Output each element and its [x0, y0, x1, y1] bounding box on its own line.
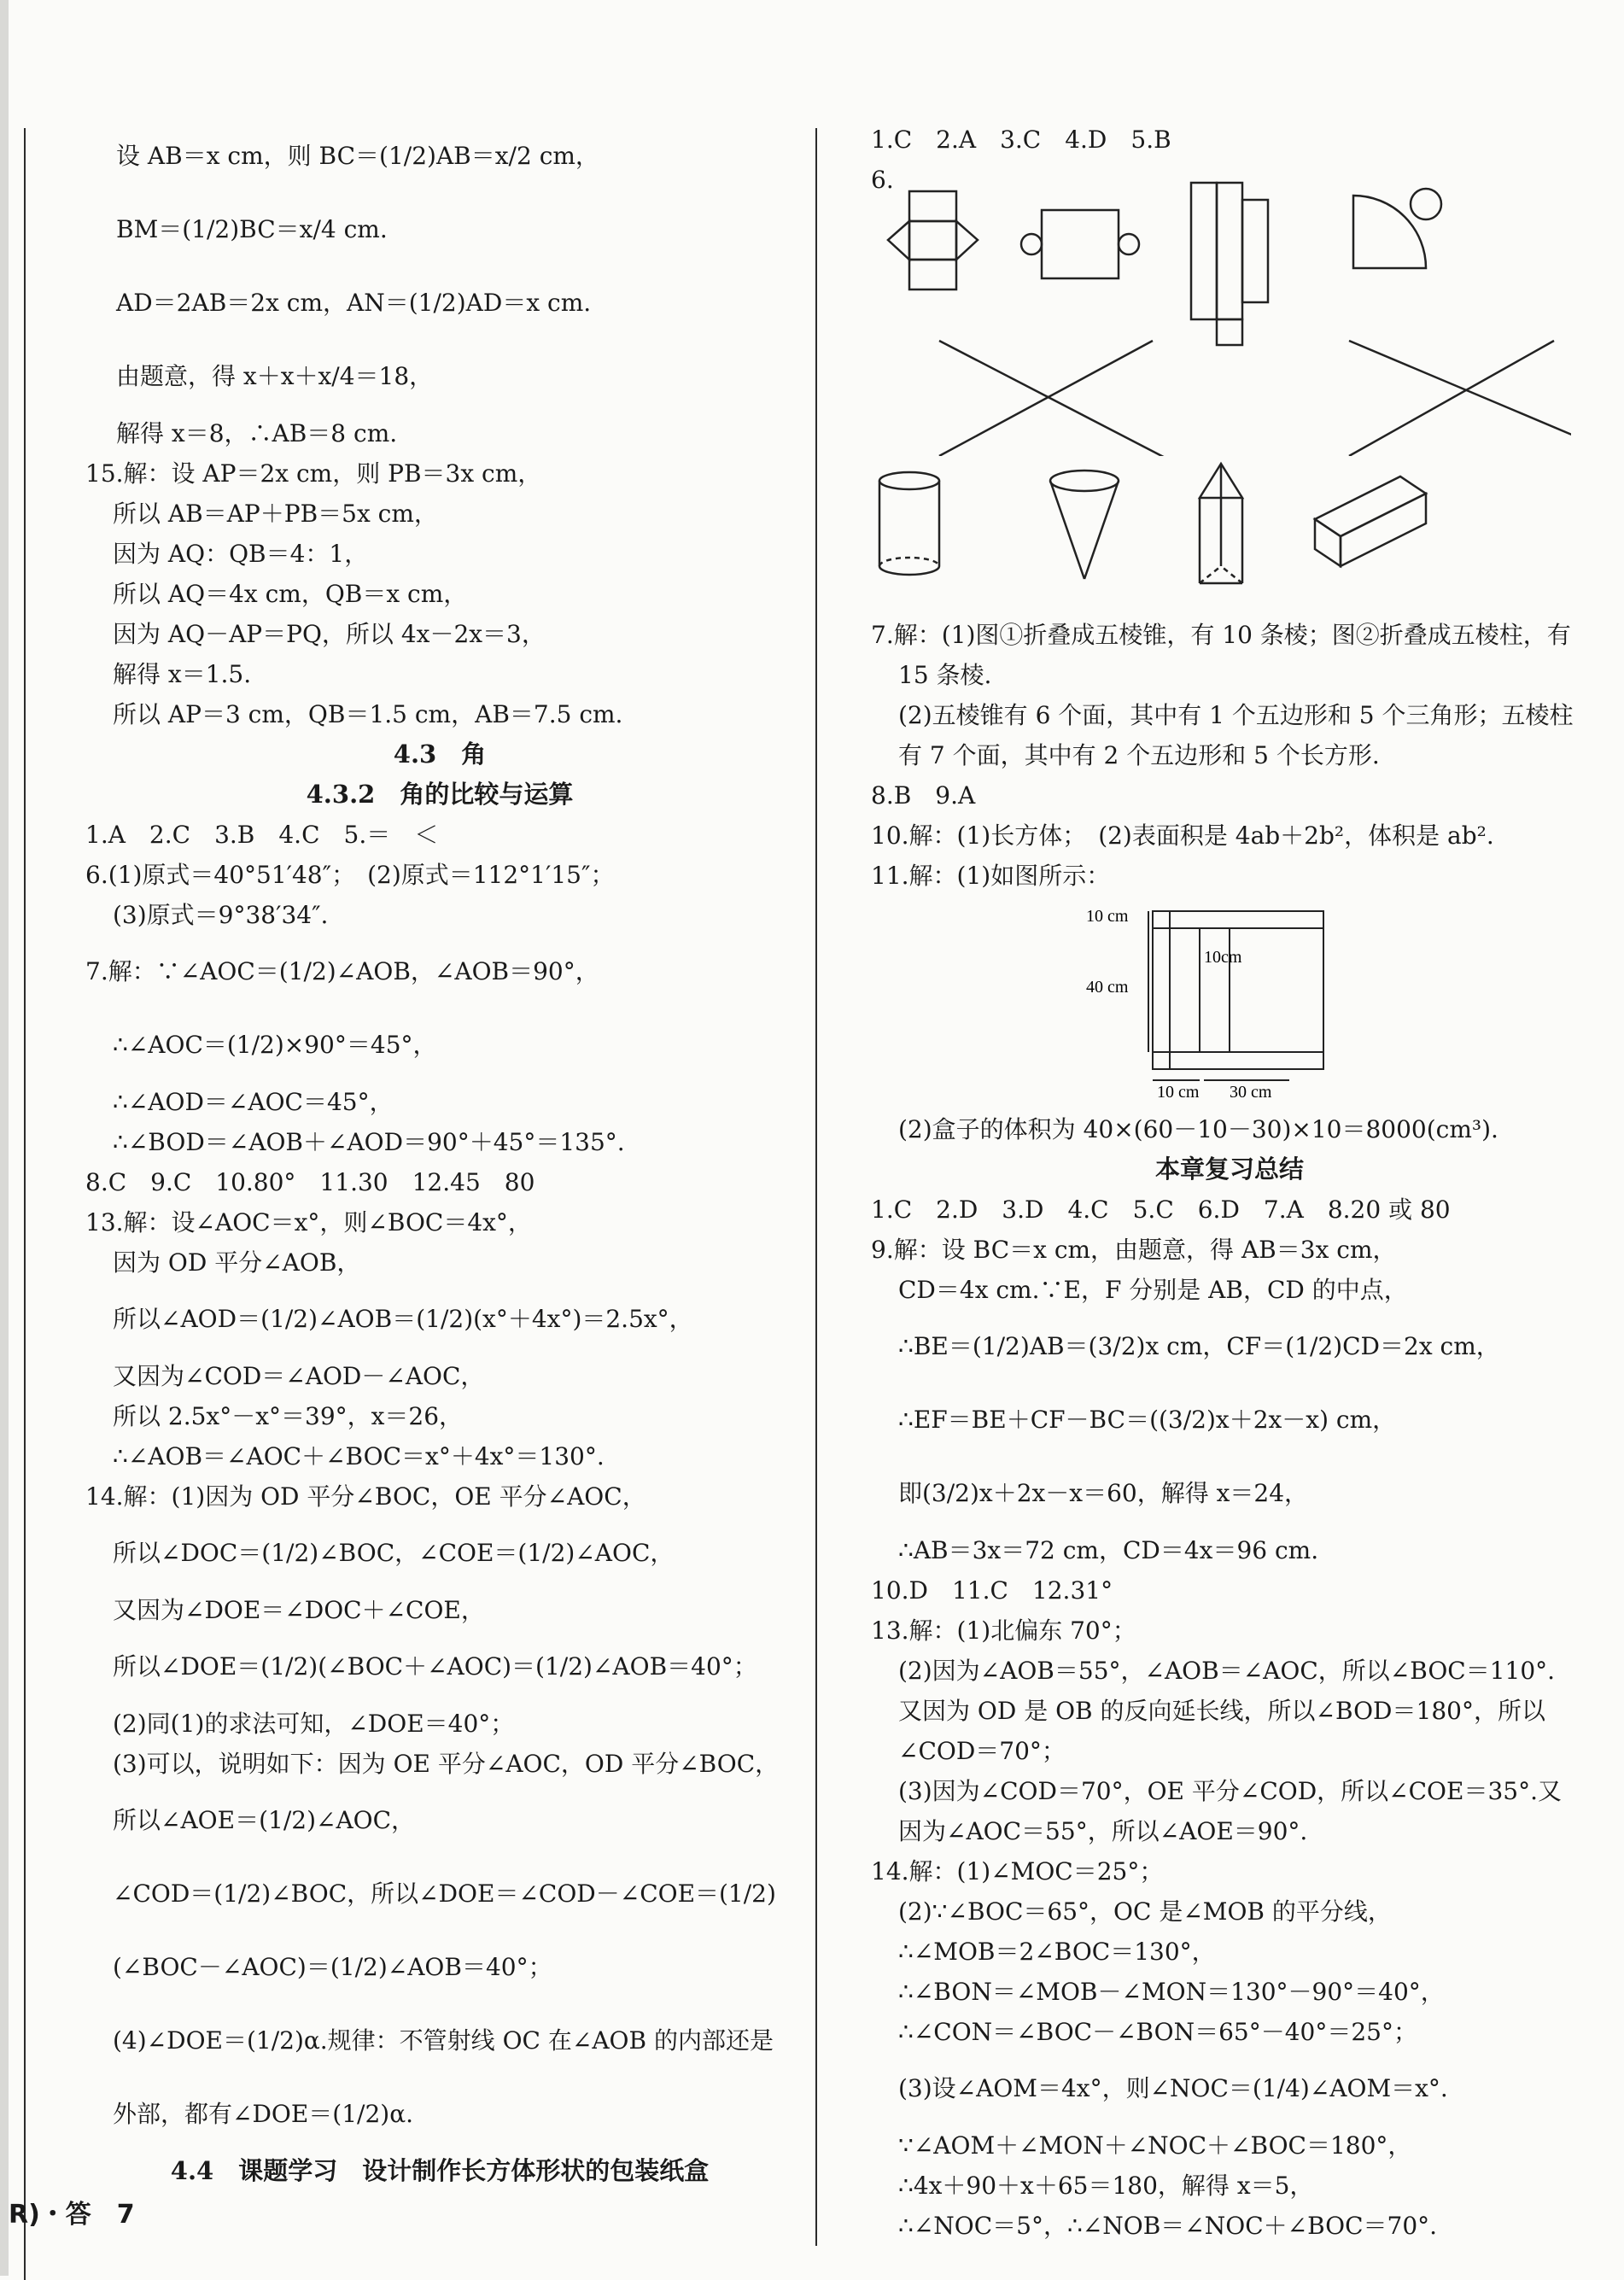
dim-label-bottom-right: 30 cm: [1230, 1083, 1272, 1099]
text-line: 所以 AP＝3 cm，QB＝1.5 cm，AB＝7.5 cm.: [113, 700, 623, 728]
text-line: 4.4 课题学习 设计制作长方体形状的包装纸盒: [170, 2156, 710, 2185]
text-line: ∴∠NOC＝5°，∴∠NOB＝∠NOC＋∠BOC＝70°.: [898, 2212, 1438, 2240]
text-line: 13.解：(1)北偏东 70°；: [871, 1616, 1136, 1645]
solid-cylinder: [879, 472, 939, 575]
text-line: ∴BE＝(1/2)AB＝(3/2)x cm，CF＝(1/2)CD＝2x cm，: [898, 1332, 1500, 1360]
text-line: (2)盒子的体积为 40×(60－10－30)×10＝8000(cm³).: [898, 1115, 1498, 1143]
match-line: [1349, 341, 1571, 456]
text-line: 本章复习总结: [1154, 1155, 1304, 1184]
text-line: (2)五棱锥有 6 个面，其中有 1 个五边形和 5 个三角形；五棱柱: [898, 701, 1574, 729]
text-line: 所以 AB＝AP＋PB＝5x cm，: [113, 500, 438, 528]
text-line: (3)因为∠COD＝70°，OE 平分∠COD，所以∠COE＝35°.又: [898, 1777, 1562, 1805]
text-line: 所以∠AOD＝(1/2)∠AOB＝(1/2)(x°＋4x°)＝2.5x°，: [113, 1305, 693, 1333]
text-line: (3)可以，说明如下：因为 OE 平分∠AOC，OD 平分∠BOC，: [113, 1750, 780, 1778]
text-line: ∴∠CON＝∠BOC－∠BON＝65°－40°＝25°；: [898, 2018, 1417, 2046]
box-net-svg: [1084, 903, 1341, 1099]
text-line: 因为 AQ：QB＝4：1，: [113, 540, 369, 568]
right-column: [871, 120, 1588, 2246]
text-line: 1.C 2.D 3.D 4.C 5.C 6.D 7.A 8.20 或 80: [871, 1196, 1451, 1224]
text-line: 又因为∠COD＝∠AOD－∠AOC，: [113, 1362, 485, 1390]
text-line: 4.3 角: [393, 740, 487, 769]
right-bottom-lines: [871, 1109, 1588, 2246]
solid-cone: [1050, 471, 1119, 579]
solid-triangular-prism: [1200, 464, 1242, 583]
nets-solids-figure: [871, 174, 1588, 608]
text-line: ∴EF＝BE＋CF－BC＝((3/2)x＋2x－x) cm，: [898, 1406, 1397, 1434]
text-line: 6.: [871, 166, 894, 194]
dim-label-top: 10 cm: [1086, 907, 1129, 926]
text-line: 8.C 9.C 10.80° 11.30 12.45 80: [85, 1168, 535, 1196]
page-footer: R)・答 7: [9, 2200, 135, 2230]
text-line: (2)∵∠BOC＝65°，OC 是∠MOB 的平分线，: [898, 1897, 1392, 1926]
text-line: ∴∠BON＝∠MOB－∠MON＝130°－90°＝40°，: [898, 1978, 1445, 2006]
text-line: ∠COD＝70°；: [898, 1737, 1066, 1765]
text-line: ∴∠BOD＝∠AOB＋∠AOD＝90°＋45°＝135°.: [113, 1128, 625, 1156]
text-line: 解得 x＝1.5.: [113, 660, 252, 688]
net-cone: [1353, 189, 1441, 268]
text-line: 10.解：(1)长方体； (2)表面积是 4ab＋2b²，体积是 ab².: [871, 821, 1494, 850]
text-line: ∵∠AOM＋∠MON＋∠NOC＋∠BOC＝180°，: [898, 2131, 1412, 2160]
column-divider: [815, 128, 817, 2246]
text-line: 所以∠DOE＝(1/2)(∠BOC＋∠AOC)＝(1/2)∠AOB＝40°；: [113, 1652, 757, 1681]
text-line: ∴∠MOB＝2∠BOC＝130°，: [898, 1938, 1216, 1966]
left-column: [85, 120, 794, 2191]
text-line: ∴∠AOD＝∠AOC＝45°，: [113, 1088, 394, 1116]
net-cuboid: [1191, 183, 1268, 345]
text-line: ∴∠AOB＝∠AOC＋∠BOC＝x°＋4x°＝130°.: [113, 1442, 605, 1470]
dim-label-mid: 40 cm: [1086, 978, 1129, 997]
match-line: [1349, 341, 1554, 456]
text-line: 解得 x＝8，∴AB＝8 cm.: [116, 419, 398, 447]
text-line: (4)∠DOE＝(1/2)α.规律：不管射线 OC 在∠AOB 的内部还是: [113, 2026, 774, 2055]
text-line: 10.D 11.C 12.31°: [871, 1576, 1113, 1605]
text-line: 因为∠AOC＝55°，所以∠AOE＝90°.: [898, 1817, 1308, 1845]
text-line: 15.解：设 AP＝2x cm，则 PB＝3x cm，: [85, 459, 542, 488]
text-line: 又因为 OD 是 OB 的反向延长线，所以∠BOD＝180°，所以: [898, 1697, 1545, 1725]
text-line: 13.解：设∠AOC＝x°，则∠BOC＝4x°，: [85, 1208, 532, 1236]
text-line: 6.(1)原式＝40°51′48″； (2)原式＝112°1′15″；: [85, 861, 615, 889]
text-line: 11.解：(1)如图所示：: [871, 862, 1111, 890]
right-mid-lines: [871, 615, 1588, 896]
text-line: (2)因为∠AOB＝55°，∠AOB＝∠AOC，所以∠BOC＝110°.: [898, 1657, 1556, 1685]
text-line: 外部，都有∠DOE＝(1/2)α.: [113, 2100, 414, 2128]
dim-label-inner: 10cm: [1204, 948, 1242, 967]
text-line: 即(3/2)x＋2x－x＝60，解得 x＝24，: [898, 1479, 1309, 1507]
text-line: 14.解：(1)因为 OD 平分∠BOC，OE 平分∠AOC，: [85, 1482, 646, 1511]
solid-cuboid: [1315, 476, 1426, 566]
nets-solids-svg: [871, 174, 1571, 456]
text-line: 4.3.2 角的比较与运算: [306, 780, 574, 809]
text-line: 7.解：(1)图①折叠成五棱锥，有 10 条棱；图②折叠成五棱柱，有: [871, 621, 1571, 649]
text-line: 14.解：(1)∠MOC＝25°；: [871, 1857, 1164, 1885]
text-line: ∴AB＝3x＝72 cm，CD＝4x＝96 cm.: [898, 1536, 1319, 1564]
text-line: 所以 2.5x°－x°＝39°，x＝26，: [113, 1402, 464, 1430]
text-line: BM＝(1/2)BC＝x/4 cm.: [116, 215, 388, 243]
text-line: 因为 AQ－AP＝PQ，所以 4x－2x＝3，: [113, 620, 546, 648]
text-line: 设 AB＝x cm，则 BC＝(1/2)AB＝x/2 cm，: [116, 142, 599, 170]
dim-label-bottom-left: 10 cm: [1157, 1083, 1200, 1099]
text-line: 所以 AQ＝4x cm，QB＝x cm，: [113, 580, 468, 608]
text-line: 由题意，得 x＋x＋x/4＝18，: [116, 362, 434, 390]
net-triangular-prism: [888, 191, 978, 289]
text-line: 所以∠AOE＝(1/2)∠AOC，: [113, 1806, 416, 1834]
text-line: 因为 OD 平分∠AOB，: [113, 1248, 361, 1277]
text-line: (∠BOC－∠AOC)＝(1/2)∠AOB＝40°；: [113, 1953, 552, 1981]
solids-svg: [871, 459, 1571, 605]
text-line: 15 条棱.: [898, 661, 992, 689]
text-line: 7.解：∵∠AOC＝(1/2)∠AOB，∠AOB＝90°，: [85, 957, 599, 985]
text-line: (3)设∠AOM＝4x°，则∠NOC＝(1/4)∠AOM＝x°.: [898, 2074, 1448, 2102]
box-net-figure: [1084, 903, 1588, 1102]
left-rule: [24, 128, 26, 2280]
text-line: 8.B 9.A: [871, 781, 976, 810]
text-line: 所以∠DOC＝(1/2)∠BOC，∠COE＝(1/2)∠AOC，: [113, 1539, 675, 1567]
text-line: (2)同(1)的求法可知，∠DOE＝40°；: [113, 1710, 515, 1738]
text-line: CD＝4x cm.∵E，F 分别是 AB，CD 的中点，: [898, 1276, 1408, 1304]
text-line: ∴∠AOC＝(1/2)×90°＝45°，: [113, 1031, 437, 1059]
text-line: 1.C 2.A 3.C 4.D 5.B: [871, 126, 1171, 154]
text-line: 有 7 个面，其中有 2 个五边形和 5 个长方形.: [898, 741, 1380, 769]
text-line: ∠COD＝(1/2)∠BOC，所以∠DOE＝∠COD－∠COE＝(1/2): [113, 1880, 776, 1908]
text-line: (3)原式＝9°38′34″.: [113, 901, 329, 929]
text-line: 9.解：设 BC＝x cm，由题意，得 AB＝3x cm，: [871, 1236, 1397, 1264]
net-cylinder: [1021, 210, 1139, 278]
match-line: [939, 341, 1178, 456]
page-edge: [0, 0, 9, 2276]
text-line: 又因为∠DOE＝∠DOC＋∠COE，: [113, 1596, 485, 1624]
text-line: 1.A 2.C 3.B 4.C 5.＝ ＜: [85, 821, 439, 849]
text-line: ∴4x＋90＋x＋65＝180，解得 x＝5，: [898, 2172, 1314, 2200]
text-line: AD＝2AB＝2x cm，AN＝(1/2)AD＝x cm.: [116, 289, 592, 317]
